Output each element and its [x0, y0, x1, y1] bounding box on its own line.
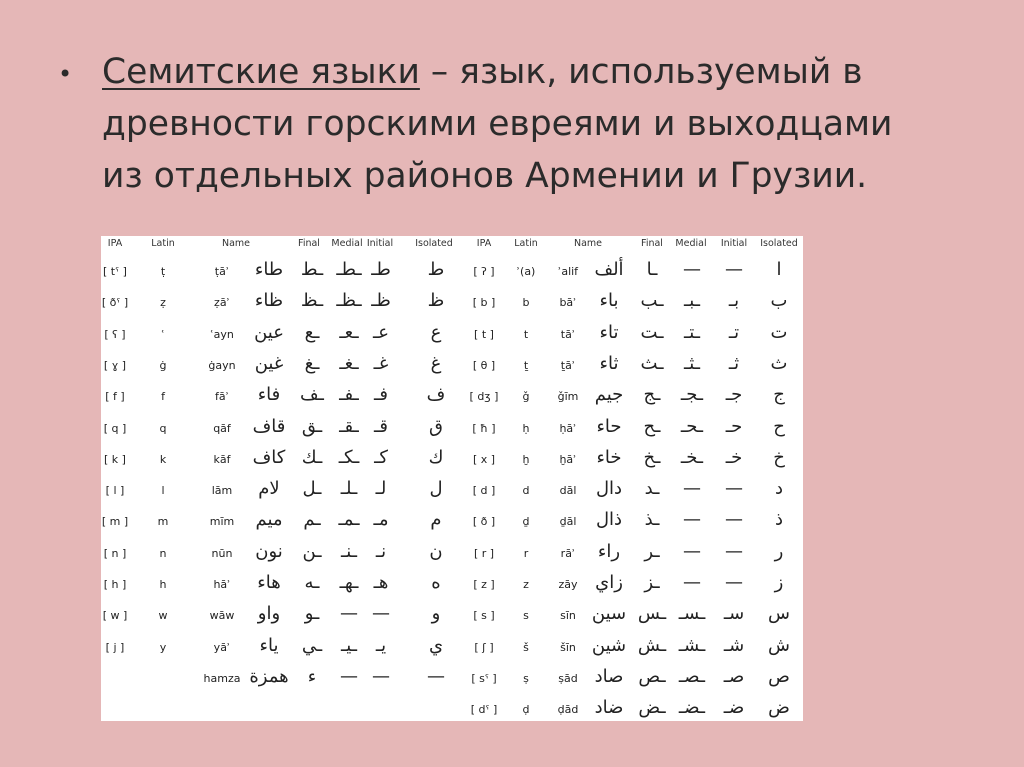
- table-cell-left-name: ʿayn: [210, 327, 234, 341]
- header-left-medial: Medial: [331, 238, 363, 249]
- table-cell-left-name: ġayn: [208, 358, 236, 372]
- table-cell-left-medial: ـظـ: [336, 290, 362, 312]
- table-cell-left-latin: ṭ: [160, 265, 166, 278]
- header-left-isolated: Isolated: [415, 238, 453, 249]
- table-cell-right-medial: —: [683, 572, 701, 593]
- table-cell-left-final: ـك: [301, 446, 323, 468]
- table-cell-left-latin: ʿ: [161, 327, 165, 341]
- table-cell-right-arabic_name: ألف: [594, 259, 624, 280]
- table-cell-left-initial: قـ: [374, 415, 388, 437]
- table-cell-right-latin: s: [523, 609, 529, 623]
- table-cell-left-medial: ـغـ: [339, 352, 359, 374]
- table-cell-left-medial: ـعـ: [339, 321, 359, 343]
- table-cell-left-initial: فـ: [374, 384, 388, 406]
- table-cell-right-isolated: ذ: [774, 509, 784, 531]
- table-cell-right-arabic_name: ثاء: [599, 352, 619, 374]
- table-cell-left-initial: غـ: [373, 352, 389, 374]
- table-cell-left-ipa: [ f ]: [105, 390, 125, 404]
- bullet-line-2: древности горскими евреями и выходцами: [102, 104, 893, 144]
- table-cell-right-latin: r: [523, 546, 529, 560]
- table-cell-left-name: mīm: [209, 515, 235, 529]
- table-cell-right-initial: —: [725, 540, 743, 562]
- table-cell-right-final: ـذ: [644, 509, 660, 531]
- table-cell-left-isolated: ي: [428, 634, 444, 656]
- table-cell-left-final: ـع: [304, 321, 320, 343]
- header-right-medial: Medial: [675, 238, 707, 249]
- table-cell-right-isolated: ض: [768, 697, 790, 719]
- table-cell-left-isolated: م: [430, 509, 442, 531]
- table-cell-right-ipa: [ t ]: [474, 327, 494, 341]
- table-cell-right-latin: t: [523, 327, 529, 341]
- table-cell-left-final: ـل: [302, 478, 322, 500]
- table-cell-right-name: ṯāʾ: [560, 358, 576, 372]
- table-cell-left-initial: ظـ: [371, 290, 391, 312]
- table-cell-right-ipa: [ ʔ ]: [473, 265, 495, 278]
- table-cell-left-medial: ـفـ: [339, 384, 359, 406]
- table-cell-right-initial: ضـ: [723, 697, 745, 719]
- table-cell-left-arabic_name: نون: [255, 540, 283, 562]
- table-cell-left-latin: n: [159, 546, 167, 560]
- table-cell-right-initial: تـ: [728, 321, 740, 343]
- table-cell-right-initial: —: [725, 572, 743, 593]
- table-cell-right-medial: ـسـ: [678, 603, 706, 625]
- table-cell-left-isolated: ع: [430, 321, 442, 343]
- table-cell-right-arabic_name: دال: [595, 478, 623, 500]
- table-cell-left-name: qāf: [213, 421, 231, 435]
- table-cell-left-initial: —: [372, 603, 390, 625]
- table-cell-left-arabic_name: همزة: [249, 665, 289, 687]
- table-cell-right-medial: ـبـ: [684, 290, 700, 312]
- table-cell-left-latin: y: [159, 640, 167, 654]
- table-cell-right-latin: d: [522, 484, 530, 498]
- table-cell-left-latin: w: [158, 609, 168, 623]
- table-cell-right-name: ḍād: [557, 703, 579, 717]
- table-cell-left-name: yāʾ: [213, 640, 231, 654]
- table-cell-right-name: ǧīm: [557, 390, 579, 404]
- table-cell-right-isolated: ش: [768, 634, 790, 656]
- table-cell-right-final: ـش: [637, 634, 667, 656]
- header-right-final: Final: [641, 238, 663, 249]
- table-cell-right-arabic_name: باء: [599, 290, 619, 312]
- table-cell-right-ipa: [ b ]: [472, 296, 496, 310]
- table-cell-left-initial: مـ: [373, 509, 389, 531]
- table-cell-right-medial: ـضـ: [678, 697, 706, 719]
- header-right-initial: Initial: [720, 238, 748, 249]
- table-cell-right-final: ـا: [646, 259, 658, 280]
- table-cell-right-final: ـت: [640, 321, 664, 343]
- table-cell-left-isolated: غ: [430, 352, 442, 374]
- table-cell-right-initial: شـ: [723, 634, 745, 656]
- table-cell-left-isolated: ك: [428, 446, 444, 468]
- table-cell-left-arabic_name: عين: [254, 321, 284, 343]
- table-cell-right-arabic_name: شين: [591, 634, 627, 656]
- table-cell-right-ipa: [ θ ]: [472, 358, 496, 372]
- table-cell-right-final: ـب: [640, 290, 664, 312]
- table-cell-left-ipa: [ ʕ ]: [104, 327, 126, 341]
- table-cell-right-ipa: [ dˤ ]: [470, 703, 498, 717]
- table-cell-right-name: bāʾ: [559, 296, 577, 310]
- table-cell-right-arabic_name: ضاد: [594, 697, 624, 719]
- table-cell-left-ipa: [ l ]: [105, 484, 125, 498]
- table-cell-left-name: wāw: [209, 609, 235, 623]
- table-cell-right-name: dāl: [559, 484, 577, 498]
- table-cell-right-medial: —: [683, 540, 701, 562]
- table-cell-right-final: ـج: [643, 384, 661, 406]
- table-cell-right-medial: ـشـ: [678, 634, 706, 656]
- table-cell-right-isolated: ح: [773, 415, 785, 437]
- header-left-initial: Initial: [366, 238, 394, 249]
- term-semitic-languages: Семитские языки: [102, 52, 420, 92]
- table-cell-left-medial: ـيـ: [341, 634, 357, 656]
- table-cell-left-arabic_name: كاف: [252, 446, 286, 468]
- header-left-ipa: IPA: [107, 238, 123, 249]
- table-cell-left-arabic_name: فاء: [257, 384, 281, 406]
- header-right-isolated: Isolated: [760, 238, 798, 249]
- table-cell-left-ipa: [ n ]: [103, 546, 127, 560]
- table-cell-right-name: ʾalif: [557, 265, 579, 278]
- table-cell-right-initial: بـ: [728, 290, 740, 312]
- table-cell-left-initial: هـ: [373, 572, 389, 593]
- table-cell-left-arabic_name: لام: [258, 478, 280, 500]
- table-cell-right-latin: š: [523, 640, 529, 654]
- table-cell-right-latin: ṣ: [523, 671, 529, 685]
- table-cell-right-arabic_name: جيم: [594, 384, 624, 406]
- table-cell-right-latin: ḏ: [522, 515, 530, 529]
- table-cell-left-medial: ـمـ: [338, 509, 360, 531]
- arabic-alphabet-table: [101, 236, 803, 721]
- table-cell-left-arabic_name: ميم: [255, 509, 283, 531]
- table-cell-left-medial: ـطـ: [336, 259, 362, 280]
- table-cell-left-initial: —: [372, 665, 390, 687]
- table-cell-left-initial: كـ: [374, 446, 388, 468]
- table-cell-left-ipa: [ k ]: [104, 452, 126, 466]
- table-cell-right-final: ـد: [644, 478, 660, 500]
- table-cell-right-arabic_name: خاء: [596, 446, 622, 468]
- table-cell-right-latin: ṯ: [523, 358, 529, 372]
- table-cell-right-final: ـث: [640, 352, 664, 374]
- table-cell-left-final: ـن: [302, 540, 322, 562]
- table-cell-right-initial: جـ: [725, 384, 743, 406]
- table-cell-right-medial: —: [683, 478, 701, 500]
- table-cell-right-isolated: س: [768, 603, 790, 625]
- bullet-text: [102, 46, 962, 202]
- table-cell-right-ipa: [ sˤ ]: [471, 671, 497, 685]
- table-cell-right-arabic_name: زاي: [595, 572, 623, 593]
- table-cell-left-ipa: [ w ]: [102, 609, 128, 623]
- table-cell-left-latin: h: [159, 578, 167, 591]
- table-cell-right-latin: ḥ: [522, 421, 530, 435]
- table-cell-right-ipa: [ d ]: [472, 484, 496, 498]
- table-cell-left-medial: —: [340, 603, 358, 625]
- table-cell-right-medial: —: [683, 509, 701, 531]
- table-cell-right-ipa: [ r ]: [473, 546, 495, 560]
- table-cell-right-isolated: ج: [773, 384, 785, 406]
- table-cell-right-name: ḏāl: [559, 515, 577, 529]
- table-cell-right-final: ـز: [644, 572, 660, 593]
- table-cell-left-ipa: [ q ]: [103, 421, 127, 435]
- table-cell-right-ipa: [ s ]: [473, 609, 495, 623]
- table-cell-left-name: nūn: [211, 546, 233, 560]
- table-cell-left-medial: ـلـ: [340, 478, 358, 500]
- table-cell-right-initial: —: [725, 509, 743, 531]
- table-cell-left-latin: ġ: [159, 358, 167, 372]
- table-cell-left-isolated: ط: [427, 259, 445, 280]
- table-cell-right-initial: سـ: [723, 603, 745, 625]
- bullet-line-3: из отдельных районов Армении и Грузии.: [102, 156, 868, 196]
- header-left-name: Name: [221, 238, 251, 249]
- table-cell-left-arabic_name: طاء: [254, 259, 284, 280]
- table-cell-right-name: ḫāʾ: [559, 452, 577, 466]
- table-cell-left-final: ـظ: [300, 290, 324, 312]
- table-cell-left-ipa: [ j ]: [105, 640, 125, 654]
- bullet-line-1-rest: – язык, используемый в: [419, 52, 863, 92]
- table-cell-right-medial: ـخـ: [680, 446, 704, 468]
- table-cell-left-name: ẓāʾ: [214, 296, 230, 310]
- table-cell-right-ipa: [ ʃ ]: [474, 640, 494, 654]
- table-cell-right-name: rāʾ: [560, 546, 576, 560]
- table-cell-left-isolated: ن: [429, 540, 443, 562]
- table-cell-left-initial: لـ: [375, 478, 387, 500]
- table-cell-right-isolated: د: [774, 478, 784, 500]
- table-cell-left-latin: l: [161, 484, 165, 498]
- table-cell-left-medial: ـنـ: [341, 540, 357, 562]
- table-cell-right-medial: ـصـ: [678, 665, 706, 687]
- table-cell-right-initial: —: [725, 478, 743, 500]
- table-cell-left-isolated: ف: [426, 384, 446, 406]
- table-cell-left-final: ـق: [301, 415, 323, 437]
- table-cell-right-name: sīn: [560, 609, 576, 623]
- table-cell-right-name: zāy: [558, 578, 578, 591]
- table-cell-left-final: ـم: [303, 509, 321, 531]
- table-cell-right-ipa: [ ħ ]: [472, 421, 496, 435]
- table-cell-left-final: ـي: [301, 634, 323, 656]
- table-cell-right-isolated: ر: [774, 540, 784, 562]
- table-cell-right-isolated: ا: [776, 259, 782, 280]
- table-cell-left-isolated: —: [427, 665, 445, 687]
- table-cell-left-final: ـغ: [304, 352, 320, 374]
- table-cell-left-arabic_name: ياء: [259, 634, 279, 656]
- table-cell-left-final: ـف: [300, 384, 324, 406]
- header-right-latin: Latin: [514, 238, 538, 249]
- table-cell-right-latin: z: [523, 578, 529, 591]
- table-cell-right-isolated: خ: [773, 446, 785, 468]
- header-left-final: Final: [298, 238, 320, 249]
- table-cell-left-isolated: ه: [431, 572, 441, 593]
- table-cell-right-name: ḥāʾ: [559, 421, 577, 435]
- table-cell-left-name: ṭāʾ: [214, 265, 230, 278]
- table-cell-right-isolated: ث: [770, 352, 788, 374]
- table-cell-left-isolated: ظ: [427, 290, 445, 312]
- table-cell-left-arabic_name: هاء: [257, 572, 281, 593]
- table-cell-left-latin: m: [157, 515, 169, 529]
- table-cell-right-arabic_name: صاد: [594, 665, 624, 687]
- table-cell-right-arabic_name: حاء: [596, 415, 622, 437]
- table-cell-left-medial: ـقـ: [339, 415, 359, 437]
- table-cell-left-name: hāʾ: [213, 578, 231, 591]
- header-right-ipa: IPA: [476, 238, 492, 249]
- table-cell-right-isolated: ز: [774, 572, 784, 593]
- table-cell-right-arabic_name: راء: [597, 540, 621, 562]
- table-cell-left-name: hamza: [203, 671, 241, 685]
- table-cell-right-ipa: [ ð ]: [472, 515, 496, 529]
- table-cell-right-medial: ـحـ: [680, 415, 704, 437]
- table-cell-right-final: ـر: [644, 540, 660, 562]
- table-cell-left-arabic_name: ظاء: [254, 290, 284, 312]
- table-cell-right-arabic_name: سين: [591, 603, 627, 625]
- table-cell-right-initial: حـ: [725, 415, 743, 437]
- table-cell-left-name: fāʾ: [215, 390, 229, 404]
- table-cell-left-ipa: [ tˤ ]: [103, 265, 127, 278]
- table-cell-left-initial: نـ: [375, 540, 387, 562]
- table-cell-left-initial: عـ: [372, 321, 390, 343]
- bullet-dot: •: [58, 60, 73, 88]
- table-cell-right-latin: ǧ: [522, 390, 530, 404]
- table-cell-right-initial: صـ: [723, 665, 745, 687]
- table-cell-left-isolated: ق: [429, 415, 443, 437]
- table-cell-right-final: ـص: [638, 665, 666, 687]
- table-cell-right-name: tāʾ: [560, 327, 576, 341]
- table-cell-right-final: ـض: [638, 697, 666, 719]
- table-cell-right-arabic_name: تاء: [599, 321, 619, 343]
- table-cell-left-ipa: [ ðˤ ]: [101, 296, 129, 310]
- table-cell-right-isolated: ت: [770, 321, 788, 343]
- table-cell-left-name: kāf: [213, 452, 231, 466]
- table-cell-right-final: ـخ: [643, 446, 661, 468]
- table-cell-left-arabic_name: قاف: [252, 415, 286, 437]
- table-cell-right-latin: ḍ: [522, 703, 530, 717]
- table-cell-right-ipa: [ dʒ ]: [469, 390, 499, 404]
- table-cell-left-ipa: [ ɣ ]: [103, 358, 127, 372]
- table-cell-left-ipa: [ m ]: [101, 515, 129, 529]
- table-cell-right-medial: ـثـ: [684, 352, 700, 374]
- table-cell-right-ipa: [ x ]: [472, 452, 496, 466]
- header-left-latin: Latin: [151, 238, 175, 249]
- table-cell-right-isolated: ب: [770, 290, 788, 312]
- table-cell-right-initial: ثـ: [728, 352, 740, 374]
- table-cell-right-medial: ـتـ: [684, 321, 700, 343]
- table-cell-right-medial: —: [683, 259, 701, 280]
- table-cell-right-final: ـح: [643, 415, 661, 437]
- table-cell-left-medial: ـكـ: [338, 446, 360, 468]
- table-cell-left-latin: q: [159, 421, 167, 435]
- header-right-name: Name: [573, 238, 603, 249]
- table-cell-left-isolated: و: [431, 603, 441, 625]
- table-cell-left-latin: f: [161, 390, 165, 404]
- table-cell-left-latin: k: [159, 452, 167, 466]
- table-cell-right-final: ـس: [637, 603, 667, 625]
- table-cell-right-latin: b: [522, 296, 530, 310]
- table-cell-right-name: ṣād: [558, 671, 578, 685]
- table-cell-left-initial: يـ: [375, 634, 387, 656]
- table-cell-right-ipa: [ z ]: [473, 578, 495, 591]
- table-cell-right-latin: ʾ(a): [516, 265, 536, 278]
- table-cell-left-final: ـو: [304, 603, 320, 625]
- table-cell-left-initial: طـ: [371, 259, 391, 280]
- table-cell-right-initial: —: [725, 259, 743, 280]
- table-cell-left-latin: ẓ: [160, 296, 166, 310]
- table-cell-left-arabic_name: واو: [257, 603, 281, 625]
- table-cell-left-medial: —: [340, 665, 358, 687]
- table-cell-left-final: ـه: [304, 572, 320, 593]
- table-cell-right-name: šīn: [560, 640, 576, 654]
- table-cell-left-ipa: [ h ]: [103, 578, 127, 591]
- table-cell-left-arabic_name: غين: [254, 352, 284, 374]
- table-cell-left-medial: ـهـ: [339, 572, 359, 593]
- table-cell-left-name: lām: [211, 484, 233, 498]
- table-cell-left-final: ـط: [300, 259, 324, 280]
- table-cell-right-isolated: ص: [768, 665, 790, 687]
- table-cell-left-final: ء: [307, 665, 317, 687]
- table-cell-left-isolated: ل: [429, 478, 443, 500]
- table-cell-right-initial: خـ: [725, 446, 743, 468]
- table-cell-right-latin: ḫ: [522, 452, 530, 466]
- table-cell-right-medial: ـجـ: [680, 384, 704, 406]
- table-cell-right-arabic_name: ذال: [595, 509, 623, 531]
